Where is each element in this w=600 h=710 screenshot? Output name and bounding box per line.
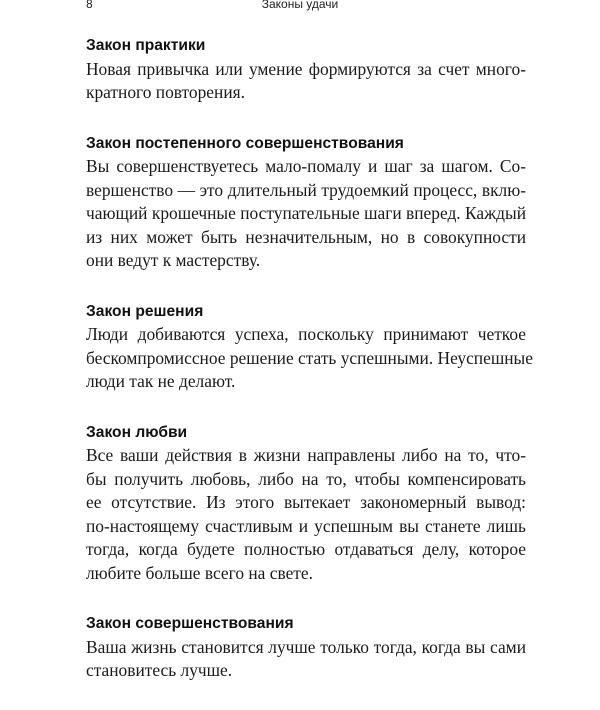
law-text-line: Люди добиваются успеха, поскольку принимают четкое: [86, 324, 526, 344]
law-text-line: бы получить любовь, либо на то, чтобы компенсировать: [86, 468, 526, 489]
law-text-line: чающий крошечные поступательные шаги вперед. Каждый: [86, 203, 526, 223]
law-text-line: становитесь лучше.: [86, 660, 233, 680]
law-love: [86, 421, 526, 586]
law-decision: [86, 300, 533, 394]
law-practice: [86, 34, 526, 105]
law-text-line: любите больше всего на свете.: [86, 562, 313, 583]
law-gradual-improvement: [86, 132, 526, 273]
law-title: Закон любви: [86, 423, 188, 441]
law-title: Закон решения: [86, 302, 204, 320]
law-text-line: из них может быть незначительным, но в совокупности: [86, 226, 526, 247]
page-content: [86, 34, 533, 710]
law-text-line: ее отсутствие. Из этого вытекает закономерный вывод:: [86, 492, 526, 512]
law-text-line: Ваша жизнь становится лучше только тогда, когда вы сами: [86, 636, 526, 657]
law-text-line: Все ваши действия в жизни направлены либо на то, что-: [86, 445, 526, 465]
law-text-line: кратного повторения.: [86, 82, 245, 102]
law-text-line: Новая привычка или умение формируются за счет много-: [86, 58, 526, 79]
law-self-improvement: [86, 612, 526, 683]
law-title: Закон совершенствования: [86, 615, 294, 632]
law-text-line: Вы совершенствуетесь мало-помалу и шаг за шагом. Со-: [86, 156, 526, 176]
law-title: Закон постепенного совершенствования: [86, 134, 404, 152]
law-text-line: тогда, когда будете полностью отдаваться делу, которое: [86, 539, 526, 559]
law-text-line: бескомпромиссное решение стать успешными. Неуспешные: [86, 347, 533, 368]
law-text-line: они ведут к мастерству.: [86, 250, 261, 270]
law-title: Закон практики: [86, 37, 206, 54]
page-number: 8: [86, 0, 93, 11]
running-title: Законы удачи: [261, 0, 339, 11]
law-text-line: по-настоящему счастливым и успешным вы станете лишь: [86, 515, 526, 536]
law-text-line: люди так не делают.: [86, 371, 236, 391]
running-head: [0, 0, 600, 11]
law-text-line: вершенство — это длительный трудоемкий процесс, вклю-: [86, 179, 526, 200]
